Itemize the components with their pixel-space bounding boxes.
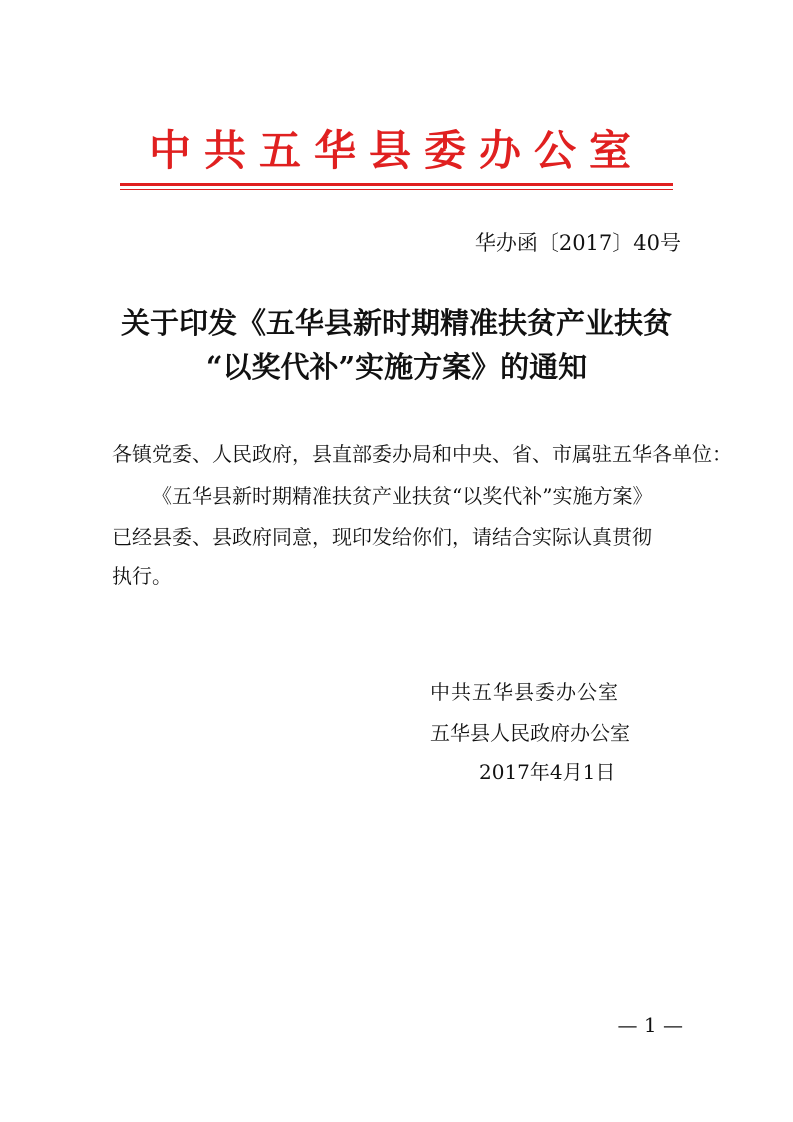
issuer-header: 中共五华县委办公室 xyxy=(148,126,644,175)
signature-org-2: 五华县人民政府办公室 xyxy=(430,721,630,745)
signature-date: 2017年4月1日 xyxy=(479,760,616,784)
document-title-line-1: 关于印发《五华县新时期精准扶贫产业扶贫 xyxy=(120,306,672,340)
body-paragraph-line: 《五华县新时期精准扶贫产业扶贫“以奖代补”实施方案》 xyxy=(152,484,653,508)
document-title-line-2: “以奖代补”实施方案》的通知 xyxy=(205,350,588,384)
body-paragraph-line: 已经县委、县政府同意，现印发给你们，请结合实际认真贯彻 xyxy=(112,525,652,549)
page-number: — 1 — xyxy=(617,1013,683,1037)
signature-org-1: 中共五华县委办公室 xyxy=(430,680,619,704)
body-paragraph-line: 执行。 xyxy=(112,564,172,588)
document-number: 华办函〔2017〕40号 xyxy=(474,231,681,255)
header-red-rule-thin xyxy=(120,189,673,190)
header-red-rule xyxy=(120,183,673,186)
addressee: 各镇党委、人民政府，县直部委办局和中央、省、市属驻五华各单位： xyxy=(112,442,732,466)
